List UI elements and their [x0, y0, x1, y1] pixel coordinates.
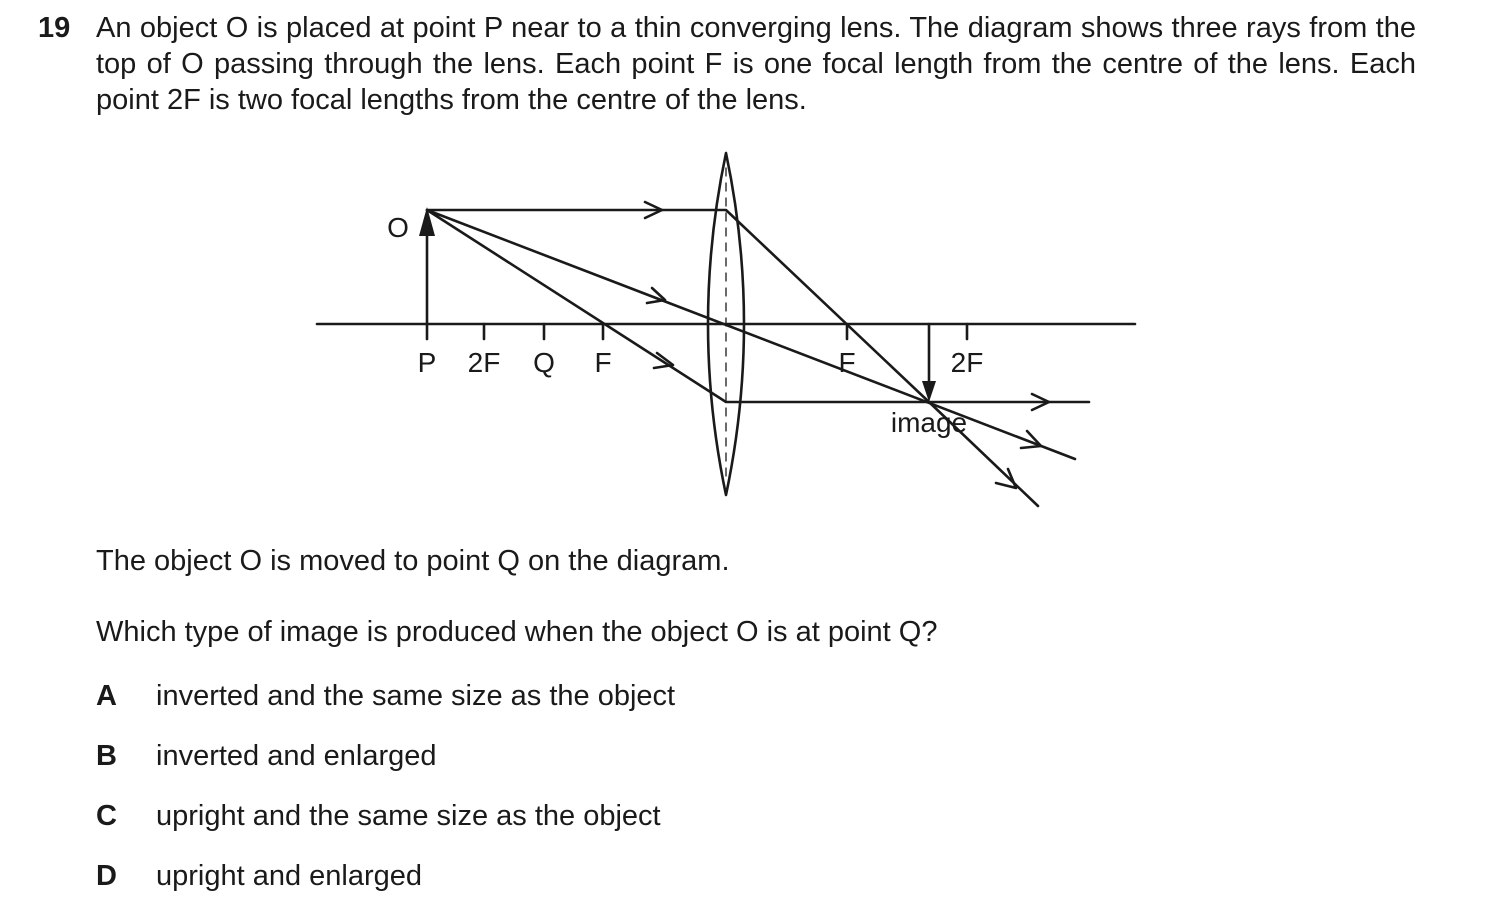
option-letter: D — [96, 860, 117, 892]
option-c[interactable] — [96, 798, 661, 834]
option-letter: A — [96, 680, 117, 712]
label-right-2f: 2F — [950, 347, 984, 378]
option-text: inverted and enlarged — [156, 740, 437, 772]
option-text: upright and enlarged — [156, 860, 423, 892]
option-b[interactable] — [96, 738, 437, 774]
label-left-f: F — [594, 347, 612, 378]
option-letter: B — [96, 740, 117, 772]
option-a[interactable] — [96, 678, 675, 714]
image-label: image — [890, 407, 968, 438]
option-d[interactable] — [96, 858, 422, 894]
object-label: O — [387, 212, 409, 243]
label-p: P — [417, 347, 437, 378]
option-letter: C — [96, 800, 117, 832]
statement-text: The object O is moved to point Q on the diagram. — [96, 545, 730, 577]
label-left-2f: 2F — [467, 347, 501, 378]
label-q: Q — [533, 347, 555, 378]
question-number: 19 — [38, 12, 71, 44]
option-text: inverted and the same size as the object — [156, 680, 676, 712]
option-text: upright and the same size as the object — [156, 800, 661, 832]
prompt-text: Which type of image is produced when the object O is at point Q? — [96, 616, 938, 648]
ray-through-centre — [427, 210, 1075, 459]
question-stem: An object O is placed at point P near to a thin converging lens. The diagram shows three rays from the top of O passing through the lens. Each point F is one focal length from the centre of the lens. Each point 2F is two focal lengths from the centre of the lens. — [96, 12, 1416, 116]
arrowhead-ray-emergent-focus — [996, 469, 1016, 488]
label-right-f: F — [838, 347, 856, 378]
